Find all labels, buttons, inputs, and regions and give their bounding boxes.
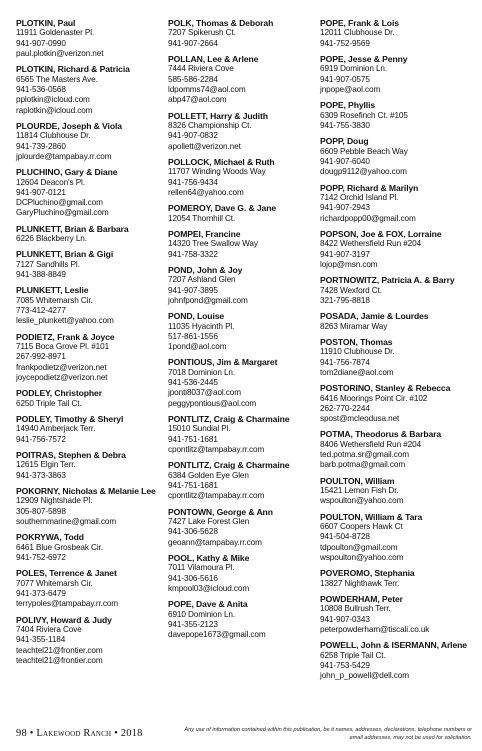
entry-detail-line: 7077 Whitemarsh Cir. bbox=[16, 578, 93, 588]
entry-detail-line: 941-755-3830 bbox=[320, 121, 370, 130]
directory-entry bbox=[16, 64, 164, 116]
entry-name: POSADA, Jamie & Lourdes bbox=[320, 311, 429, 322]
directory-entry bbox=[320, 383, 468, 424]
entry-detail-line: 7207 Ashland Glen bbox=[168, 275, 236, 285]
entry-name: POPP, Richard & Marilyn bbox=[320, 182, 419, 193]
entry-detail-line: pplotkin@icloud.com bbox=[16, 95, 90, 105]
entry-detail-line: tdpoulton@gmail.com bbox=[320, 542, 398, 552]
entry-detail-line: 7115 Boca Grove Pl. #101 bbox=[16, 342, 110, 352]
entry-detail-line: 941-306-5628 bbox=[168, 527, 218, 537]
entry-detail-line: terrypoles@tampabay.rr.com bbox=[16, 599, 119, 609]
directory-entry bbox=[320, 275, 468, 306]
entry-detail-line: jponti8037@aol.com bbox=[168, 388, 241, 398]
entry-detail-line: 941-536-2445 bbox=[168, 378, 218, 388]
entry-detail-line: 941-355-1184 bbox=[16, 635, 66, 645]
entry-detail-line: cpontlitz@tampabay.rr.com bbox=[168, 445, 265, 455]
entry-name: PLOTKIN, Paul bbox=[16, 18, 76, 28]
entry-detail-line: 7142 Orchid Island Pl. bbox=[320, 193, 399, 202]
entry-detail-line: 12011 Clubhouse Dr. bbox=[320, 28, 395, 38]
entry-detail-line: 6416 Moorings Point Cir. #102 bbox=[320, 393, 428, 403]
entry-detail-line: spost@mcleodusa.net bbox=[320, 414, 400, 424]
entry-detail-line: peggypontious@aol.com bbox=[168, 398, 257, 408]
entry-detail-line: 6461 Blue Grosbeak Cir. bbox=[16, 542, 103, 552]
entry-name: POND, Louise bbox=[168, 311, 225, 322]
entry-detail-line: 941-907-0343 bbox=[320, 614, 370, 624]
entry-detail-line: 7404 Riviera Cove bbox=[16, 625, 82, 635]
entry-detail-line: 941-907-0121 bbox=[16, 187, 66, 197]
directory-entry bbox=[168, 203, 316, 224]
entry-detail-line: 773-412-4277 bbox=[16, 306, 66, 316]
directory-entry bbox=[320, 594, 468, 635]
entry-name: PLUNKETT, Brian & Barbara bbox=[16, 223, 129, 234]
entry-detail-line: 585-586-2284 bbox=[168, 74, 218, 84]
directory-column-3 bbox=[320, 18, 468, 723]
directory-entry bbox=[320, 337, 468, 378]
entry-detail-line: jplourde@tampabay.rr.com bbox=[16, 151, 112, 161]
directory-entry bbox=[16, 224, 164, 245]
entry-detail-line: barb.potma@gmail.com bbox=[320, 460, 406, 470]
entry-detail-line: peterpowderham@tiscali.co.uk bbox=[320, 625, 430, 635]
entry-detail-line: 941-306-5616 bbox=[168, 573, 218, 583]
entry-detail-line: 7427 Lake Forest Glen bbox=[168, 517, 250, 527]
entry-detail-line: teachtel21@frontier.com bbox=[16, 655, 103, 665]
entry-detail-line: wspoulton@yahoo.com bbox=[320, 553, 404, 563]
entry-detail-line: 941-756-9434 bbox=[168, 177, 218, 187]
directory-entry bbox=[320, 183, 468, 224]
entry-detail-line: 6607 Coopers Hawk Ct bbox=[320, 522, 403, 532]
entry-detail-line: 8406 Wethersfield Run #204 bbox=[320, 439, 422, 449]
entry-detail-line: 267-992-8971 bbox=[16, 352, 66, 362]
entry-detail-line: 11911 Goldenaster Pl. bbox=[16, 28, 95, 38]
entry-detail-line: 12054 Thornhill Ct. bbox=[168, 213, 236, 223]
entry-name: PONTIOUS, Jim & Margaret bbox=[168, 357, 278, 368]
directory-entry bbox=[320, 229, 468, 270]
solicitation-disclaimer: Any use of information contained within this publication, be it names, addresses, declarations, telephone numbers or email addresses, may not be used for solicitation. bbox=[184, 727, 472, 741]
entry-detail-line: wspoulton@yahoo.com bbox=[320, 496, 404, 506]
directory-entry bbox=[16, 486, 164, 527]
entry-detail-line: 262-770-2244 bbox=[320, 403, 370, 413]
entry-detail-line: 941-751-1681 bbox=[168, 434, 218, 444]
entry-detail-line: 517-861-1556 bbox=[168, 331, 218, 341]
entry-detail-line: rellen64@yahoo.com bbox=[168, 187, 244, 197]
directory-entry bbox=[320, 136, 468, 177]
entry-detail-line: 6384 Golden Eye Glen bbox=[168, 470, 249, 480]
entry-name: POMEROY, Dave G. & Jane bbox=[168, 203, 277, 214]
directory-column-2 bbox=[168, 18, 316, 723]
entry-name: PODIETZ, Frank & Joyce bbox=[16, 331, 115, 342]
page-number-label: 98 • Lakewood Ranch • 2018 bbox=[16, 728, 143, 739]
entry-detail-line: lojop@msn.com bbox=[320, 259, 378, 269]
entry-name: POULTON, William & Tara bbox=[320, 511, 423, 522]
directory-entry bbox=[168, 54, 316, 106]
directory-entry bbox=[168, 507, 316, 548]
directory-entry bbox=[320, 100, 468, 131]
entry-detail-line: 941-739-2860 bbox=[16, 141, 66, 151]
entry-detail-line: raplotkin@icloud.com bbox=[16, 105, 93, 115]
directory-column-1 bbox=[16, 18, 164, 723]
entry-detail-line: davepope1673@gmail.com bbox=[168, 630, 266, 640]
directory-entry bbox=[16, 532, 164, 563]
entry-detail-line: 941-373-6479 bbox=[16, 589, 66, 599]
entry-detail-line: 6910 Dominion Ln. bbox=[168, 609, 236, 619]
entry-detail-line: 6226 Blackberry Ln. bbox=[16, 234, 87, 244]
entry-detail-line: 11035 Hyacinth Pl. bbox=[168, 321, 235, 331]
entry-detail-line: 6258 Triple Tail Ct. bbox=[320, 650, 386, 660]
directory-entry bbox=[16, 332, 164, 384]
entry-name: POLES, Terrence & Janet bbox=[16, 568, 117, 579]
directory-columns bbox=[16, 18, 472, 723]
entry-detail-line: dougp9112@yahoo.com bbox=[320, 167, 407, 177]
entry-name: POITRAS, Stephen & Debra bbox=[16, 450, 126, 461]
directory-entry bbox=[320, 568, 468, 589]
entry-name: POPE, Phyllis bbox=[320, 100, 376, 111]
entry-name: POLLAN, Lee & Arlene bbox=[168, 54, 259, 64]
entry-name: POND, John & Joy bbox=[168, 264, 243, 275]
entry-detail-line: 941-907-0832 bbox=[168, 131, 218, 141]
entry-detail-line: 11814 Clubhouse Dr. bbox=[16, 131, 91, 141]
entry-detail-line: frankpodietz@verizon.net bbox=[16, 362, 107, 372]
directory-entry bbox=[168, 229, 316, 260]
directory-entry bbox=[16, 615, 164, 667]
entry-detail-line: 7127 Sandhills Pl. bbox=[16, 259, 80, 269]
entry-detail-line: 941-907-2664 bbox=[168, 38, 218, 48]
entry-detail-line: 941-907-0990 bbox=[16, 38, 66, 48]
entry-name: PLOURDE, Joseph & Viola bbox=[16, 120, 122, 131]
entry-name: POLLOCK, Michael & Ruth bbox=[168, 156, 275, 167]
entry-detail-line: 941-907-3197 bbox=[320, 249, 370, 259]
entry-detail-line: 941-388-8849 bbox=[16, 270, 66, 280]
directory-entry bbox=[168, 157, 316, 198]
directory-entry bbox=[16, 18, 164, 59]
entry-detail-line: 6565 The Masters Ave. bbox=[16, 74, 98, 84]
entry-name: POMPEI, Francine bbox=[168, 228, 241, 239]
entry-name: POLIVY, Howard & Judy bbox=[16, 614, 112, 625]
directory-entry bbox=[168, 111, 316, 152]
entry-name: PLUNKETT, Leslie bbox=[16, 285, 89, 296]
entry-detail-line: 941-756-7874 bbox=[320, 357, 370, 367]
entry-detail-line: 11910 Clubhouse Dr. bbox=[320, 347, 395, 357]
directory-entry bbox=[16, 568, 164, 609]
entry-detail-line: 941-907-3895 bbox=[168, 285, 218, 295]
entry-name: POULTON, William bbox=[320, 475, 395, 486]
directory-entry bbox=[168, 357, 316, 409]
entry-detail-line: 6309 Rosefinch Ct. #105 bbox=[320, 110, 408, 120]
entry-detail-line: 7018 Dominion Ln. bbox=[168, 367, 236, 377]
directory-entry bbox=[16, 167, 164, 219]
entry-name: POKRYWA, Todd bbox=[16, 532, 84, 543]
entry-detail-line: john_p_powell@dell.com bbox=[320, 671, 409, 681]
entry-detail-line: 941-756-7572 bbox=[16, 434, 66, 444]
entry-detail-line: paul.plotkin@verizon.net bbox=[16, 49, 104, 58]
entry-name: PLOTKIN, Richard & Patricia bbox=[16, 64, 130, 75]
directory-entry bbox=[320, 429, 468, 470]
entry-name: POWELL, John & ISERMANN, Arlene bbox=[320, 640, 467, 651]
entry-detail-line: ted.potma.sr@gmail.com bbox=[320, 450, 409, 460]
entry-detail-line: richardpopp00@gmail.com bbox=[320, 213, 416, 223]
entry-name: POTMA, Theodorus & Barbara bbox=[320, 429, 442, 440]
entry-detail-line: 15010 Sundial Pl. bbox=[168, 424, 231, 434]
entry-name: PONTLITZ, Craig & Charmaine bbox=[168, 460, 290, 471]
entry-detail-line: DCPluchino@gmail.com bbox=[16, 198, 103, 208]
entry-detail-line: 6609 Pebble Beach Way bbox=[320, 146, 408, 156]
entry-detail-line: teachtel21@frontier.com bbox=[16, 645, 103, 655]
entry-name: POPSON, Joe & FOX, Lorraine bbox=[320, 228, 442, 239]
directory-entry bbox=[168, 311, 316, 352]
entry-detail-line: 7207 Spikerush Ct. bbox=[168, 28, 236, 38]
entry-name: POVEROMO, Stephania bbox=[320, 568, 415, 579]
entry-detail-line: leslie_plunkett@yahoo.com bbox=[16, 316, 114, 326]
directory-entry bbox=[320, 18, 468, 49]
entry-name: POKORNY, Nicholas & Melanie Lee bbox=[16, 486, 156, 497]
directory-entry bbox=[320, 54, 468, 95]
directory-entry bbox=[168, 18, 316, 49]
entry-name: POPE, Frank & Lois bbox=[320, 18, 399, 28]
entry-detail-line: 941-907-6040 bbox=[320, 157, 370, 166]
entry-detail-line: johnfpond@gmail.com bbox=[168, 295, 248, 305]
entry-detail-line: 941-752-6972 bbox=[16, 553, 66, 563]
entry-detail-line: ldpomms74@aol.com bbox=[168, 85, 246, 94]
entry-detail-line: jnpope@aol.com bbox=[320, 85, 381, 94]
directory-entry bbox=[16, 249, 164, 280]
entry-detail-line: cpontlitz@tampabay.rr.com bbox=[168, 491, 265, 501]
directory-entry bbox=[320, 512, 468, 564]
entry-detail-line: 941-753-5429 bbox=[320, 661, 370, 671]
entry-name: POOL, Kathy & Mike bbox=[168, 552, 250, 563]
entry-detail-line: 12604 Deacon's Pl. bbox=[16, 177, 85, 187]
entry-detail-line: 1pond@aol.com bbox=[168, 342, 227, 352]
entry-name: POLK, Thomas & Deborah bbox=[168, 18, 274, 28]
entry-detail-line: kmpool03@icloud.com bbox=[168, 583, 250, 593]
entry-detail-line: tom2diane@aol.com bbox=[320, 367, 394, 377]
directory-entry bbox=[168, 414, 316, 455]
entry-name: POPP, Doug bbox=[320, 136, 369, 147]
directory-entry bbox=[16, 388, 164, 409]
entry-detail-line: 941-373-3863 bbox=[16, 470, 66, 480]
entry-detail-line: joycepodietz@verizon.net bbox=[16, 373, 108, 383]
entry-name: PONTLITZ, Craig & Charmaine bbox=[168, 414, 290, 425]
entry-name: POWDERHAM, Peter bbox=[320, 594, 403, 605]
entry-detail-line: 941-536-0568 bbox=[16, 85, 66, 94]
entry-detail-line: 14320 Tree Swallow Way bbox=[168, 239, 258, 249]
directory-entry bbox=[16, 285, 164, 326]
entry-name: POLLETT, Harry & Judith bbox=[168, 110, 268, 121]
entry-name: PORTNOWITZ, Patricia A. & Barry bbox=[320, 275, 455, 286]
entry-detail-line: 12909 Nightshade Pl. bbox=[16, 496, 93, 506]
entry-name: PODLEY, Timothy & Sheryl bbox=[16, 414, 124, 425]
directory-entry bbox=[16, 121, 164, 162]
entry-name: PONTOWN, George & Ann bbox=[168, 506, 273, 517]
entry-detail-line: 8263 Miramar Way bbox=[320, 321, 388, 331]
entry-detail-line: 7085 Whitemarsh Cir. bbox=[16, 295, 93, 305]
directory-entry bbox=[168, 599, 316, 640]
entry-detail-line: 941-752-9569 bbox=[320, 38, 370, 48]
entry-detail-line: 7444 Riviera Cove bbox=[168, 64, 234, 74]
entry-detail-line: 321-795-8818 bbox=[320, 295, 370, 305]
entry-detail-line: 8326 Championship Ct. bbox=[168, 121, 252, 130]
directory-entry bbox=[168, 553, 316, 594]
entry-detail-line: 12615 Elgin Terr. bbox=[16, 460, 76, 470]
directory-entry bbox=[168, 460, 316, 501]
entry-detail-line: 7011 Vilamoura Pl. bbox=[168, 563, 235, 573]
entry-detail-line: 941-907-0575 bbox=[320, 74, 370, 84]
page-footer bbox=[16, 724, 472, 748]
directory-entry bbox=[320, 640, 468, 681]
entry-detail-line: 941-355-2123 bbox=[168, 619, 218, 629]
entry-detail-line: 14940 Amberjack Terr. bbox=[16, 424, 96, 434]
entry-detail-line: 941-758-3322 bbox=[168, 249, 218, 259]
entry-name: POSTON, Thomas bbox=[320, 336, 393, 347]
entry-detail-line: 7428 Wexford Ct. bbox=[320, 285, 382, 295]
entry-detail-line: 13827 Nighthawk Terr. bbox=[320, 578, 400, 588]
entry-name: POPE, Dave & Anita bbox=[168, 599, 248, 610]
entry-detail-line: 8422 Wethersfield Run #204 bbox=[320, 239, 422, 249]
entry-detail-line: 941-751-1681 bbox=[168, 481, 218, 491]
entry-detail-line: GaryPluchino@gmail.com bbox=[16, 208, 109, 218]
directory-entry bbox=[16, 414, 164, 445]
directory-entry bbox=[320, 476, 468, 507]
entry-detail-line: 305-807-5898 bbox=[16, 506, 66, 516]
entry-name: POSTORINO, Stanley & Rebecca bbox=[320, 383, 451, 394]
directory-entry bbox=[168, 265, 316, 306]
entry-detail-line: geoann@tampabay.rr.com bbox=[168, 537, 262, 547]
entry-name: PODLEY, Christopher bbox=[16, 388, 102, 399]
entry-name: POPE, Jesse & Penny bbox=[320, 54, 408, 64]
directory-entry bbox=[16, 450, 164, 481]
entry-detail-line: apollett@verizon.net bbox=[168, 141, 241, 151]
entry-name: PLUNKETT, Brian & Gigi bbox=[16, 249, 114, 260]
entry-detail-line: 6919 Dominion Ln. bbox=[320, 64, 388, 74]
entry-detail-line: abp47@aol.com bbox=[168, 95, 227, 105]
entry-detail-line: 941-504-8728 bbox=[320, 532, 370, 542]
entry-detail-line: 11707 Winding Woods Way bbox=[168, 167, 266, 177]
entry-detail-line: 15421 Lemon Fish Dr. bbox=[320, 486, 399, 496]
directory-entry bbox=[320, 311, 468, 332]
entry-name: PLUCHINO, Gary & Diane bbox=[16, 167, 118, 178]
entry-detail-line: 6250 Triple Tail Ct. bbox=[16, 398, 82, 408]
entry-detail-line: 941-907-2943 bbox=[320, 203, 370, 213]
entry-detail-line: southernmarine@gmail.com bbox=[16, 517, 117, 527]
entry-detail-line: 10808 Bullrush Terr. bbox=[320, 604, 391, 614]
